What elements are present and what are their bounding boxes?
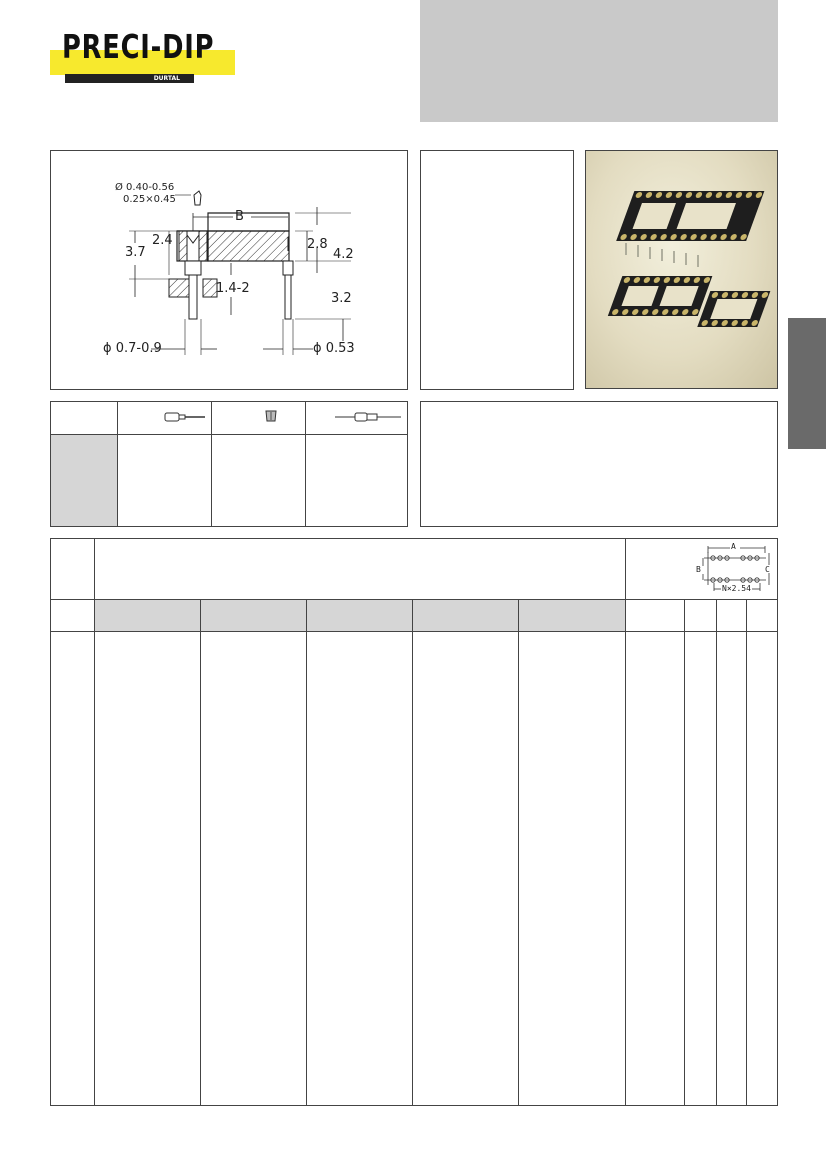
table-divider [51, 631, 777, 632]
technical-drawing-panel [50, 150, 408, 390]
dim-1-4-2: 1.4-2 [216, 281, 250, 296]
contact-type-table [50, 401, 408, 527]
column-header-cell [519, 600, 625, 631]
brand-sub-label: DURTAL [153, 75, 180, 82]
table-divider [305, 402, 306, 526]
dim-4-2: 4.2 [333, 247, 354, 262]
row-label-cell [51, 435, 117, 526]
dim-2-8: 2.8 [307, 237, 328, 252]
product-photo [585, 150, 778, 389]
info-panel [420, 401, 778, 527]
label-c: C [765, 565, 770, 574]
dim-chamfer: 0.25×0.45 [123, 194, 176, 205]
label-a: A [731, 542, 736, 551]
footprint-diagram-lines [626, 539, 777, 599]
table-divider [117, 402, 118, 526]
contact-pin-icon [163, 410, 207, 424]
side-tab [788, 318, 826, 449]
footprint-dimension-diagram [626, 539, 777, 599]
dim-3-7: 3.7 [125, 245, 146, 260]
table-divider [306, 599, 307, 1105]
label-pitch: N×2.54 [722, 584, 751, 593]
dim-b: B [235, 209, 244, 224]
dim-3-2: 3.2 [331, 291, 352, 306]
column-header-cell [307, 600, 412, 631]
brand-logo: PRECI-DIP [62, 27, 215, 66]
dim-diameter-bottom-right: ϕ 0.53 [313, 341, 355, 356]
contact-long-pin-icon [333, 410, 403, 424]
table-divider [684, 599, 685, 1105]
ic-socket-photo-illustration [586, 151, 777, 388]
header-grey-block [420, 0, 778, 122]
table-divider [716, 599, 717, 1105]
column-header-cell [201, 600, 306, 631]
column-header-cell [95, 600, 200, 631]
table-divider [200, 599, 201, 1105]
dim-diameter-top: Ø 0.40-0.56 [115, 182, 175, 193]
table-divider [625, 539, 626, 1105]
table-divider [518, 599, 519, 1105]
dim-diameter-bottom-left: ϕ 0.7-0.9 [103, 341, 162, 356]
dim-2-4: 2.4 [152, 233, 173, 248]
table-divider [412, 599, 413, 1105]
contact-sleeve-icon [263, 409, 279, 425]
table-divider [746, 599, 747, 1105]
ordering-table [50, 538, 778, 1106]
column-header-cell [413, 600, 518, 631]
description-panel [420, 150, 574, 390]
label-b: B [696, 565, 701, 574]
table-divider [211, 402, 212, 526]
